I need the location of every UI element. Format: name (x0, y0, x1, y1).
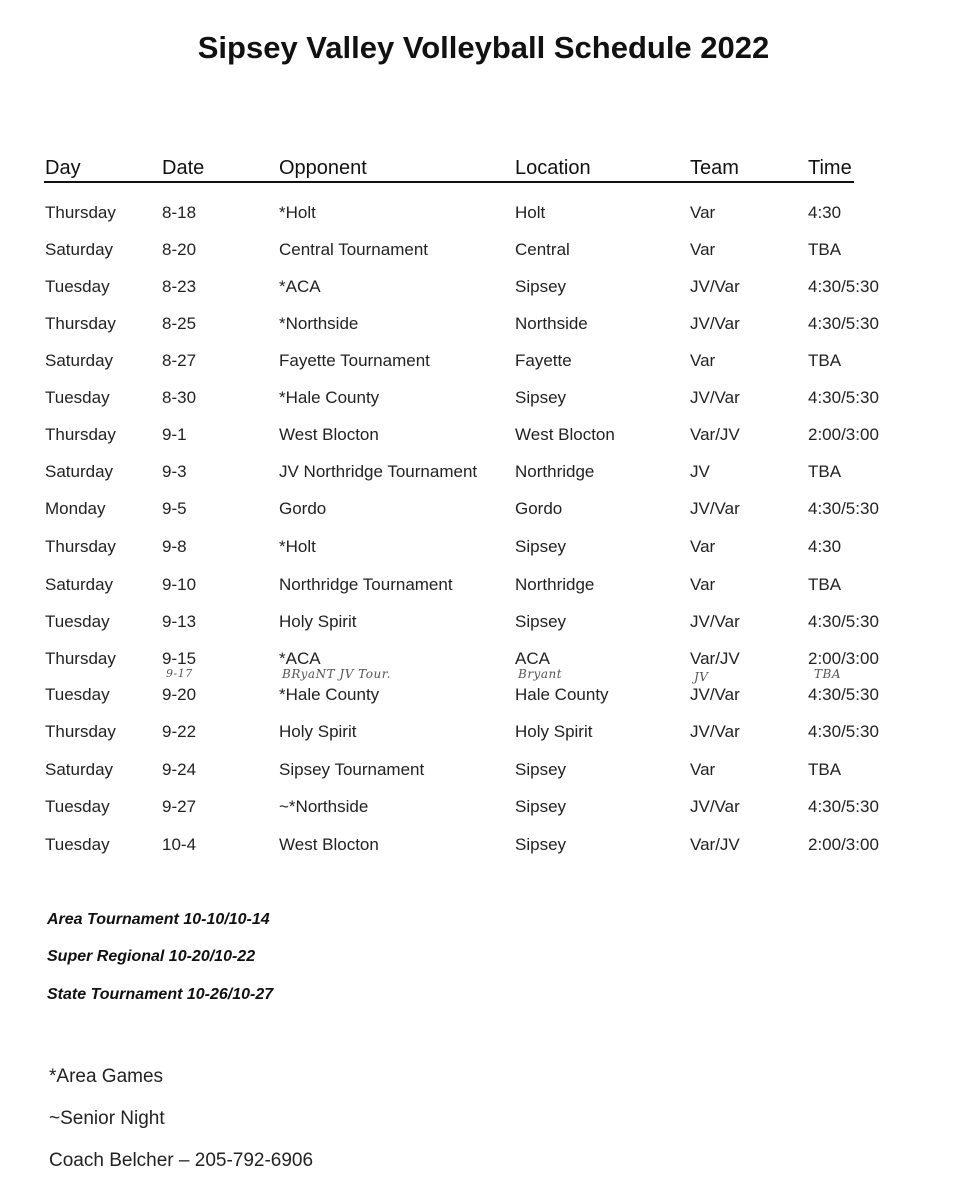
handwritten-date: 9-17 (166, 667, 193, 680)
cell-location: Northside (515, 314, 588, 333)
cell-day: Saturday (45, 462, 114, 481)
table-row (0, 203, 967, 227)
cell-team: JV/Var (690, 314, 740, 333)
cell-time: 4:30/5:30 (808, 722, 879, 741)
cell-date: 9-5 (162, 499, 187, 518)
table-row (0, 685, 967, 709)
cell-date: 8-23 (162, 277, 197, 296)
column-header-team: Team (690, 157, 739, 179)
table-row (0, 425, 967, 449)
cell-opponent: Gordo (279, 499, 327, 518)
cell-location: Sipsey (515, 760, 567, 779)
cell-time: 4:30/5:30 (808, 314, 879, 333)
column-header-time: Time (808, 157, 852, 179)
handwritten-location: Bryant (518, 667, 563, 681)
cell-date: 9-13 (162, 612, 197, 631)
cell-opponent: Central Tournament (279, 240, 428, 259)
cell-opponent: JV Northridge Tournament (279, 462, 478, 481)
cell-team: JV/Var (690, 388, 740, 407)
cell-opponent: Holy Spirit (279, 722, 357, 741)
table-row (0, 277, 967, 301)
cell-time: 2:00/3:00 (808, 835, 879, 854)
tournament-state: State Tournament 10-26/10-27 (47, 986, 274, 1003)
table-row (0, 575, 967, 599)
cell-team: Var/JV (690, 425, 740, 444)
cell-location: Holt (515, 203, 546, 222)
cell-date: 9-15 (162, 649, 197, 668)
cell-date: 8-27 (162, 351, 197, 370)
cell-team: JV/Var (690, 499, 740, 518)
cell-day: Saturday (45, 760, 114, 779)
cell-location: Sipsey (515, 797, 567, 816)
cell-location: Northridge (515, 462, 595, 481)
cell-location: Sipsey (515, 835, 567, 854)
cell-opponent: *ACA (279, 649, 321, 668)
table-row (0, 760, 967, 784)
cell-day: Thursday (45, 314, 116, 333)
cell-location: Sipsey (515, 612, 567, 631)
cell-day: Thursday (45, 203, 116, 222)
cell-team: Var (690, 537, 716, 556)
tournament-area: Area Tournament 10-10/10-14 (47, 911, 270, 928)
cell-team: JV (690, 462, 710, 481)
cell-location: Sipsey (515, 388, 567, 407)
cell-date: 9-1 (162, 425, 187, 444)
cell-day: Thursday (45, 537, 116, 556)
table-row (0, 314, 967, 338)
cell-opponent: West Blocton (279, 425, 379, 444)
cell-date: 9-27 (162, 797, 197, 816)
cell-date: 9-3 (162, 462, 187, 481)
cell-team: Var (690, 240, 716, 259)
cell-day: Thursday (45, 425, 116, 444)
cell-time: 4:30/5:30 (808, 388, 879, 407)
table-row (0, 388, 967, 412)
cell-day: Thursday (45, 649, 116, 668)
cell-date: 8-18 (162, 203, 197, 222)
cell-location: Central (515, 240, 570, 259)
cell-team: Var/JV (690, 835, 740, 854)
cell-location: West Blocton (515, 425, 615, 444)
cell-location: Northridge (515, 575, 595, 594)
cell-day: Tuesday (45, 612, 110, 631)
cell-time: 4:30 (808, 537, 842, 556)
cell-day: Tuesday (45, 685, 110, 704)
table-row (0, 537, 967, 561)
cell-location: Holy Spirit (515, 722, 593, 741)
cell-opponent: Fayette Tournament (279, 351, 430, 370)
page-title: Sipsey Valley Volleyball Schedule 2022 (197, 30, 770, 65)
cell-opponent: *Holt (279, 537, 316, 556)
cell-team: JV/Var (690, 722, 740, 741)
table-row (0, 722, 967, 746)
cell-opponent: West Blocton (279, 835, 379, 854)
cell-date: 9-8 (162, 537, 187, 556)
cell-opponent: Sipsey Tournament (279, 760, 425, 779)
cell-opponent: *Holt (279, 203, 316, 222)
column-header-date: Date (162, 157, 205, 179)
cell-date: 9-22 (162, 722, 197, 741)
column-header-day: Day (45, 157, 81, 179)
cell-time: 4:30/5:30 (808, 685, 879, 704)
cell-day: Tuesday (45, 277, 110, 296)
column-header-opponent: Opponent (279, 157, 367, 179)
cell-team: Var (690, 760, 716, 779)
cell-opponent: ~*Northside (279, 797, 369, 816)
table-row (0, 797, 967, 821)
table-row (0, 351, 967, 375)
cell-day: Saturday (45, 575, 114, 594)
cell-time: TBA (808, 575, 842, 594)
cell-time: 4:30 (808, 203, 842, 222)
table-row (0, 499, 967, 523)
cell-time: TBA (808, 760, 842, 779)
cell-day: Saturday (45, 240, 114, 259)
cell-date: 8-20 (162, 240, 197, 259)
cell-opponent: *Northside (279, 314, 359, 333)
cell-date: 8-25 (162, 314, 197, 333)
cell-team: JV/Var (690, 277, 740, 296)
cell-team: JV/Var (690, 685, 740, 704)
handwritten-opponent: BRyaNT JV Tour. (282, 667, 391, 681)
cell-opponent: Northridge Tournament (279, 575, 453, 594)
cell-time: 2:00/3:00 (808, 425, 879, 444)
cell-day: Thursday (45, 722, 116, 741)
cell-time: TBA (808, 240, 842, 259)
cell-time: 4:30/5:30 (808, 499, 879, 518)
cell-date: 9-24 (162, 760, 197, 779)
table-row (0, 462, 967, 486)
cell-team: Var (690, 351, 716, 370)
cell-opponent: Holy Spirit (279, 612, 357, 631)
table-row (0, 835, 967, 859)
cell-time: 2:00/3:00 (808, 649, 879, 668)
cell-time: TBA (808, 351, 842, 370)
note-area-games: *Area Games (49, 1066, 164, 1087)
cell-time: 4:30/5:30 (808, 797, 879, 816)
cell-date: 8-30 (162, 388, 197, 407)
cell-team: Var (690, 575, 716, 594)
cell-location: ACA (515, 649, 550, 668)
cell-date: 10-4 (162, 835, 197, 854)
cell-date: 9-10 (162, 575, 197, 594)
handwritten-time: TBA (814, 667, 841, 681)
cell-day: Monday (45, 499, 106, 518)
cell-day: Tuesday (45, 835, 110, 854)
cell-location: Fayette (515, 351, 572, 370)
cell-day: Tuesday (45, 797, 110, 816)
cell-location: Hale County (515, 685, 609, 704)
cell-day: Saturday (45, 351, 114, 370)
note-coach-contact: Coach Belcher – 205-792-6906 (49, 1150, 314, 1171)
cell-location: Sipsey (515, 277, 567, 296)
tournament-super-regional: Super Regional 10-20/10-22 (47, 948, 256, 965)
cell-location: Sipsey (515, 537, 567, 556)
header-underline (44, 181, 854, 183)
handwritten-team: JV (694, 670, 709, 684)
cell-day: Tuesday (45, 388, 110, 407)
cell-team: JV/Var (690, 797, 740, 816)
table-row (0, 240, 967, 264)
cell-time: 4:30/5:30 (808, 277, 879, 296)
cell-time: 4:30/5:30 (808, 612, 879, 631)
cell-team: Var (690, 203, 716, 222)
cell-team: JV/Var (690, 612, 740, 631)
cell-opponent: *Hale County (279, 685, 380, 704)
cell-date: 9-20 (162, 685, 197, 704)
cell-opponent: *Hale County (279, 388, 380, 407)
note-senior-night: ~Senior Night (49, 1108, 165, 1129)
column-header-location: Location (515, 157, 591, 179)
cell-opponent: *ACA (279, 277, 321, 296)
table-header (0, 157, 967, 183)
cell-time: TBA (808, 462, 842, 481)
table-row (0, 612, 967, 636)
cell-team: Var/JV (690, 649, 740, 668)
cell-location: Gordo (515, 499, 563, 518)
